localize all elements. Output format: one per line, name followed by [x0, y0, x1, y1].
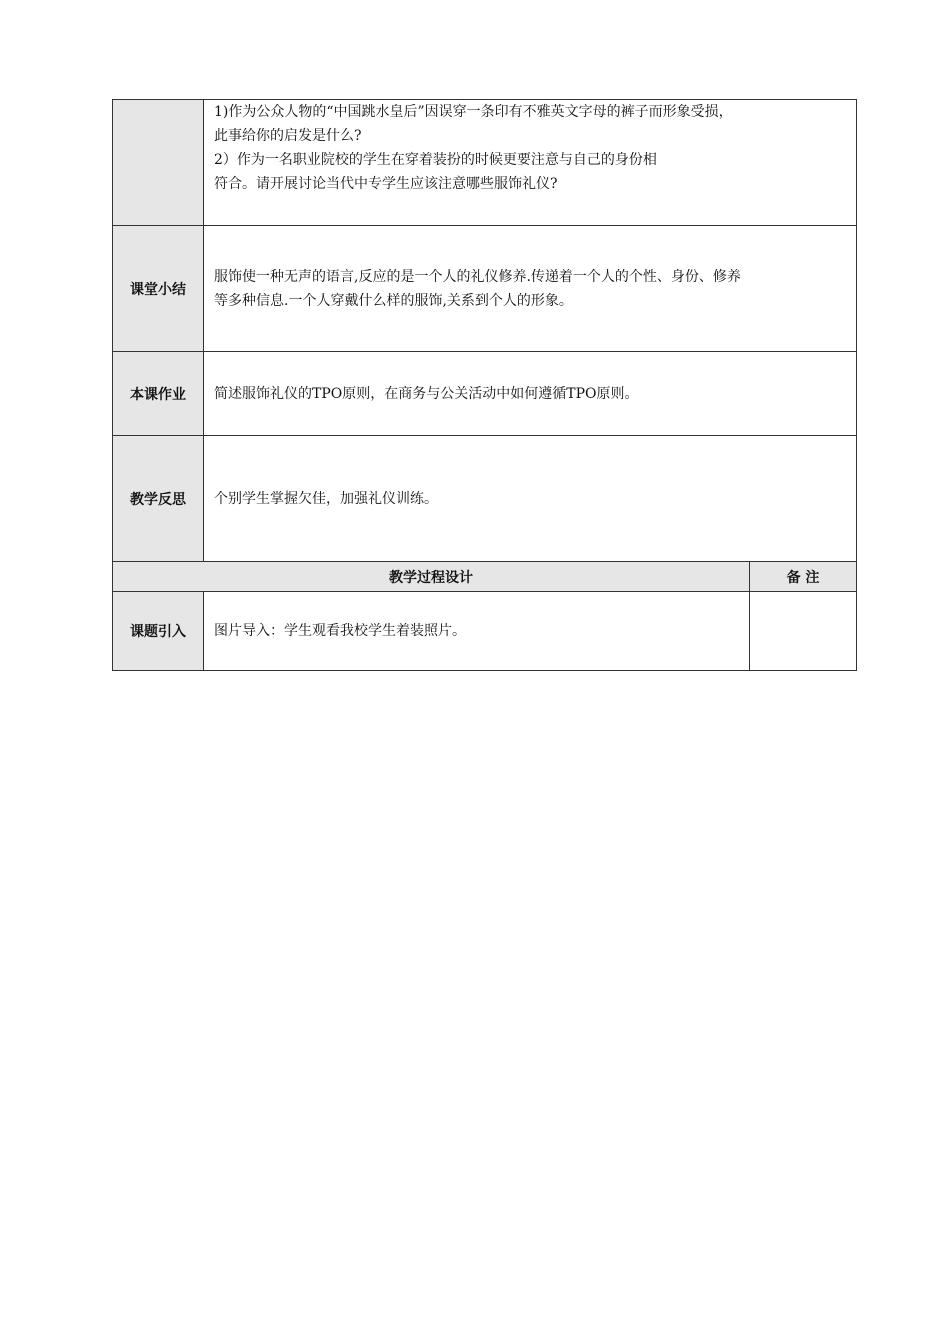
homework-text: 简述服饰礼仪的TPO原则，在商务与公关活动中如何遵循TPO原则。 — [214, 385, 639, 402]
homework-row — [113, 352, 857, 436]
summary-line: 等多种信息.一个人穿戴什么样的服饰,关系到个人的形象。 — [214, 292, 573, 309]
reflection-content — [204, 436, 857, 562]
introduction-label: 课题引入 — [113, 592, 204, 671]
introduction-text: 图片导入：学生观看我校学生着装照片。 — [214, 623, 466, 639]
reflection-label: 教学反思 — [113, 436, 204, 562]
introduction-notes — [750, 592, 857, 671]
discussion-line: 此事给你的启发是什么? — [214, 128, 362, 144]
introduction-content — [204, 592, 750, 671]
discussion-row — [113, 100, 857, 226]
discussion-line: 2）作为一名职业院校的学生在穿着装扮的时候更要注意与自己的身份相 — [214, 152, 657, 168]
lesson-plan-table — [112, 99, 857, 671]
homework-content — [204, 352, 857, 436]
discussion-line: 1)作为公众人物的“中国跳水皇后”因误穿一条印有不雅英文字母的裤子而形象受损， — [214, 104, 733, 120]
process-header-row — [113, 562, 857, 592]
notes-header: 备 注 — [750, 562, 857, 592]
introduction-row — [113, 592, 857, 671]
homework-label: 本课作业 — [113, 352, 204, 436]
process-design-header: 教学过程设计 — [113, 562, 750, 592]
discussion-line: 符合。请开展讨论当代中专学生应该注意哪些服饰礼仪? — [214, 176, 558, 192]
discussion-label — [113, 100, 204, 226]
summary-label: 课堂小结 — [113, 226, 204, 352]
reflection-text: 个别学生掌握欠佳，加强礼仪训练。 — [214, 490, 438, 507]
discussion-content — [204, 100, 857, 226]
reflection-row — [113, 436, 857, 562]
summary-line: 服饰使一种无声的语言,反应的是一个人的礼仪修养.传递着一个人的个性、身份、修养 — [214, 268, 741, 285]
summary-row — [113, 226, 857, 352]
summary-content — [204, 226, 857, 352]
